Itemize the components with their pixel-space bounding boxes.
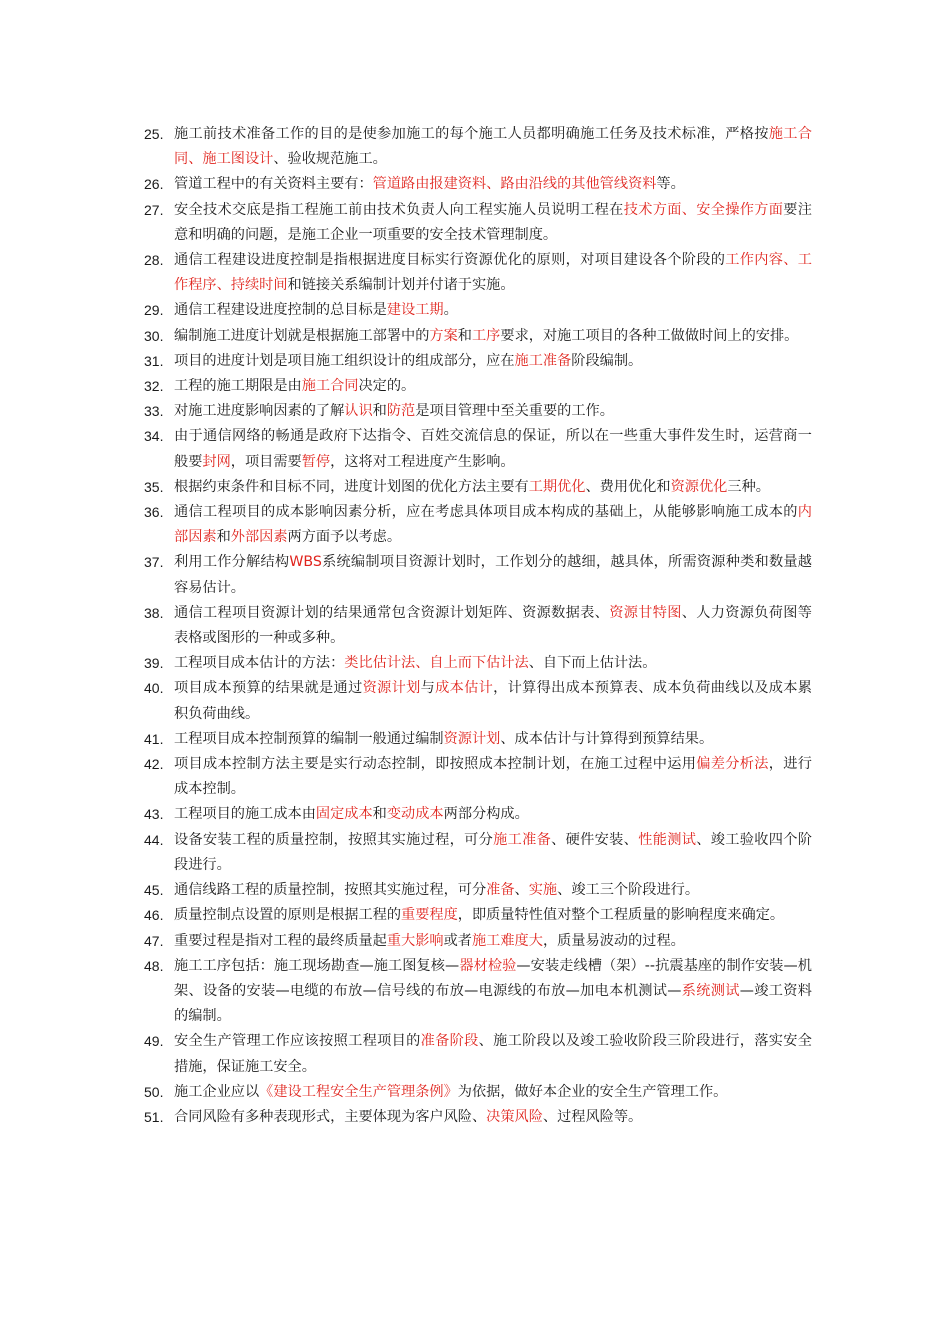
body-text: 安全生产管理工作应该按照工程项目的 <box>174 1033 421 1050</box>
list-item <box>144 954 812 1030</box>
body-text: 、施工阶段以及竣工验收阶段三阶段进行，落实安全措施，保证施工安全。 <box>174 1033 812 1075</box>
highlighted-answer: 认识 <box>344 403 373 420</box>
highlighted-answer: 类比估计法、自上而下估计法 <box>344 655 529 672</box>
highlighted-answer: 重大影响 <box>386 932 444 949</box>
body-text: —竣工资料的编制。 <box>174 982 812 1025</box>
body-text: 阶段编制。 <box>571 352 643 369</box>
item-text <box>174 806 529 822</box>
highlighted-answer: 系统测试 <box>681 982 740 999</box>
item-number: 49. <box>144 1033 164 1050</box>
list-item <box>144 349 812 374</box>
highlighted-answer: 资源甘特图 <box>609 604 682 621</box>
body-text: 通信工程项目资源计划的结果通常包含资源计划矩阵、资源数据表、 <box>174 604 610 621</box>
list-item <box>144 1029 812 1079</box>
item-text <box>174 202 812 243</box>
item-text <box>174 353 642 369</box>
body-text: 安全技术交底是指工程施工前由技术负责人向工程实施人员说明工程在 <box>174 201 624 218</box>
body-text: ，即质量特性值对整个工程质量的影响程度来确定。 <box>457 907 785 924</box>
item-number: 43. <box>144 806 164 823</box>
highlighted-answer: 防范 <box>386 403 416 420</box>
body-text: ，质量易波动的过程。 <box>542 932 685 949</box>
item-text <box>174 756 812 797</box>
item-text <box>174 605 812 646</box>
item-text <box>174 428 812 469</box>
item-number: 45. <box>144 882 164 899</box>
body-text: 是项目管理中至关重要的工作。 <box>415 403 614 420</box>
item-number: 32. <box>144 378 164 395</box>
body-text: ，计算得出成本预算表、成本负荷曲线以及成本累积负荷曲线。 <box>174 680 812 722</box>
list-item <box>144 903 812 928</box>
body-text: 和 <box>457 327 472 344</box>
item-text <box>174 252 812 293</box>
item-text <box>174 731 713 747</box>
body-text: 与 <box>420 680 436 697</box>
item-text <box>174 403 614 419</box>
list-item <box>144 1105 812 1130</box>
highlighted-answer: WBS <box>289 554 322 571</box>
body-text: 工程项目成本估计的方法： <box>174 655 345 672</box>
body-text: 或者 <box>443 932 472 949</box>
body-text: 重要过程是指对工程的最终质量起 <box>174 932 387 949</box>
item-text <box>174 328 798 344</box>
list-item <box>144 324 812 349</box>
body-text: 、过程风险等。 <box>542 1108 643 1125</box>
body-text: 施工工序包括：施工现场勘查—施工图复核— <box>174 957 460 974</box>
body-text: 、硬件安装、 <box>551 831 639 848</box>
body-text: 、费用优化和 <box>585 478 671 495</box>
item-number: 40. <box>144 680 164 697</box>
list-item <box>144 929 812 954</box>
body-text: 、竣工三个阶段进行。 <box>557 882 700 899</box>
list-item <box>144 500 812 550</box>
item-number: 46. <box>144 907 164 924</box>
body-text: 由于通信网络的畅通是政府下达指令、百姓交流信息的保证，所以在一些重大事件发生时，运营商一般要 <box>174 428 812 470</box>
highlighted-answer: 外部因素 <box>230 529 288 546</box>
highlighted-answer: 施工准备 <box>493 831 552 848</box>
item-text <box>174 1033 812 1074</box>
item-text <box>174 479 770 495</box>
item-text <box>174 907 784 923</box>
highlighted-answer: 工序 <box>471 327 501 344</box>
list-item <box>144 248 812 298</box>
item-text <box>174 680 812 721</box>
body-text: 、验收规范施工。 <box>273 151 387 168</box>
body-text: 要求，对施工项目的各种工做做时间上的安排。 <box>500 327 799 344</box>
body-text: 编制施工进度计划就是根据施工部署中的 <box>174 327 430 344</box>
body-text: 工程的施工期限是由 <box>174 378 302 395</box>
highlighted-answer: 资源计划 <box>443 730 501 747</box>
list-item <box>144 399 812 424</box>
item-text <box>174 882 699 898</box>
item-number: 28. <box>144 252 164 269</box>
item-text <box>174 958 812 1024</box>
body-text: 通信线路工程的质量控制，按照其实施过程，可分 <box>174 882 487 899</box>
body-text: ，项目需要 <box>230 453 302 470</box>
list-item <box>144 424 812 474</box>
list-item <box>144 550 812 600</box>
highlighted-answer: 变动成本 <box>386 806 444 823</box>
item-number: 44. <box>144 831 164 848</box>
item-number: 50. <box>144 1083 164 1100</box>
body-text: 施工前技术准备工作的目的是使参加施工的每个施工人员都明确施工任务及技术标准，严格按 <box>174 126 769 142</box>
list-item <box>144 1080 812 1105</box>
item-number: 41. <box>144 730 164 747</box>
highlighted-answer: 资源优化 <box>670 478 728 495</box>
highlighted-answer: 重要程度 <box>401 907 458 924</box>
body-text: 工程项目成本控制预算的编制一般通过编制 <box>174 730 444 747</box>
highlighted-answer: 施工合同 <box>301 378 359 395</box>
highlighted-answer: 准备阶段 <box>420 1033 479 1050</box>
highlighted-answer: 《建设工程安全生产管理条例》 <box>259 1083 458 1100</box>
body-text: 设备安装工程的质量控制，按照其实施过程，可分 <box>174 831 494 848</box>
list-item <box>144 374 812 399</box>
body-text: 对施工进度影响因素的了解 <box>174 403 345 420</box>
body-text: 系统编制项目资源计划时，工作划分的越细，越具体，所需资源种类和数量越容易估计。 <box>174 554 812 596</box>
item-text <box>174 554 812 595</box>
list-item <box>144 601 812 651</box>
item-text <box>174 126 812 167</box>
body-text: 、人力资源负荷图等表格或图形的一种或多种。 <box>174 604 812 647</box>
list-item <box>144 651 812 676</box>
body-text: 、 <box>514 882 529 899</box>
highlighted-answer: 施工难度大 <box>471 932 543 949</box>
item-number: 48. <box>144 957 164 974</box>
body-text: 质量控制点设置的原则是根据工程的 <box>174 907 402 924</box>
highlighted-answer: 器材检验 <box>459 957 517 974</box>
highlighted-answer: 施工合同、施工图设计 <box>174 126 812 168</box>
body-text: 、竣工验收四个阶段进行。 <box>174 831 812 873</box>
highlighted-answer: 技术方面、安全操作方面 <box>623 201 784 218</box>
list-item <box>144 475 812 500</box>
body-text: 两部分构成。 <box>443 806 529 823</box>
item-number: 51. <box>144 1108 164 1125</box>
item-number: 33. <box>144 403 164 420</box>
body-text: 等。 <box>656 176 685 193</box>
item-text <box>174 1084 727 1100</box>
highlighted-answer: 性能测试 <box>638 831 697 848</box>
item-number: 25. <box>144 126 164 142</box>
body-text: 项目的进度计划是项目施工组织设计的组成部分，应在 <box>174 352 515 369</box>
item-text <box>174 378 415 394</box>
body-text: 通信工程建设进度控制的总目标是 <box>174 302 387 319</box>
body-text: 和 <box>372 806 387 823</box>
item-number: 37. <box>144 554 164 571</box>
body-text: 项目成本控制方法主要是实行动态控制，即按照成本控制计划，在施工过程中运用 <box>174 756 697 773</box>
highlighted-answer: 偏差分析法 <box>696 756 769 773</box>
body-text: 管道工程中的有关资料主要有： <box>174 176 373 193</box>
item-number: 27. <box>144 201 164 218</box>
highlighted-answer: 封网 <box>202 453 231 470</box>
list-item <box>144 298 812 323</box>
item-text <box>174 176 685 192</box>
body-text: 利用工作分解结构 <box>174 554 290 571</box>
highlighted-answer: 工期优化 <box>528 478 586 495</box>
item-number: 42. <box>144 756 164 773</box>
highlighted-answer: 实施 <box>528 882 558 899</box>
item-number: 26. <box>144 176 164 193</box>
body-text: 和链接关系编制计划并付诸于实施。 <box>287 277 515 294</box>
highlighted-answer: 决策风险 <box>486 1108 543 1125</box>
highlighted-answer: 成本估计 <box>435 680 494 697</box>
list-item <box>144 198 812 248</box>
list-item <box>144 802 812 827</box>
body-text: 、自下而上估计法。 <box>528 655 657 672</box>
item-number: 29. <box>144 302 164 319</box>
list-item <box>144 172 812 197</box>
body-text: 。 <box>443 302 458 319</box>
highlighted-answer: 资源计划 <box>362 680 421 697</box>
item-number: 35. <box>144 478 164 495</box>
item-text <box>174 1109 642 1125</box>
body-text: 通信工程建设进度控制是指根据进度目标实行资源优化的原则，对项目建设各个阶段的 <box>174 252 726 269</box>
item-text <box>174 504 812 545</box>
list-item <box>144 676 812 726</box>
item-text <box>174 302 458 318</box>
body-text: 通信工程项目的成本影响因素分析，应在考虑具体项目成本构成的基础上，从能够影响施工成本的 <box>174 504 798 521</box>
list-item <box>144 752 812 802</box>
item-number: 30. <box>144 327 164 344</box>
highlighted-answer: 施工准备 <box>514 352 572 369</box>
item-text <box>174 933 685 949</box>
highlighted-answer: 方案 <box>429 327 458 344</box>
item-text <box>174 655 656 671</box>
item-text <box>174 832 812 873</box>
body-text: 根据约束条件和目标不同，进度计划图的优化方法主要有 <box>174 478 529 495</box>
highlighted-answer: 准备 <box>486 882 515 899</box>
body-text: 三种。 <box>727 478 770 495</box>
highlighted-answer: 固定成本 <box>315 806 373 823</box>
item-number: 34. <box>144 428 164 445</box>
highlighted-answer: 内部因素 <box>174 504 812 546</box>
item-number: 47. <box>144 932 164 949</box>
body-text: 和 <box>216 529 231 546</box>
body-text: 工程项目的施工成本由 <box>174 806 316 823</box>
body-text: ，这将对工程进度产生影响。 <box>330 453 515 470</box>
highlighted-answer: 工作内容、工作程序、持续时间 <box>174 252 812 294</box>
body-text: 施工企业应以 <box>174 1083 260 1100</box>
body-text: 为依据，做好本企业的安全生产管理工作。 <box>457 1083 728 1100</box>
highlighted-answer: 管道路由报建资料、路由沿线的其他管线资料 <box>372 176 657 193</box>
body-text: 两方面予以考虑。 <box>287 529 402 546</box>
body-text: 和 <box>372 403 387 420</box>
item-number: 31. <box>144 352 164 369</box>
list-item <box>144 828 812 878</box>
item-number: 36. <box>144 504 164 521</box>
highlighted-answer: 暂停 <box>301 453 331 470</box>
list-item <box>144 122 812 172</box>
body-text: 合同风险有多种表现形式，主要体现为客户风险、 <box>174 1108 487 1125</box>
list-item <box>144 727 812 752</box>
body-text: 要注意和明确的问题，是施工企业一项重要的安全技术管理制度。 <box>174 201 812 243</box>
list-item <box>144 878 812 903</box>
highlighted-answer: 建设工期 <box>386 302 444 319</box>
item-number: 39. <box>144 655 164 672</box>
document-page <box>144 122 812 1130</box>
body-text: —安装走线槽（架）--抗震基座的制作安装—机架、设备的安装—电缆的布放—信号线的布放—电源线的布放—加电本机测试— <box>174 957 812 999</box>
body-text: 、成本估计与计算得到预算结果。 <box>500 730 714 747</box>
body-text: 决定的。 <box>358 378 416 395</box>
item-number: 38. <box>144 604 164 621</box>
body-text: ，进行成本控制。 <box>174 756 812 798</box>
body-text: 项目成本预算的结果就是通过 <box>174 680 363 697</box>
